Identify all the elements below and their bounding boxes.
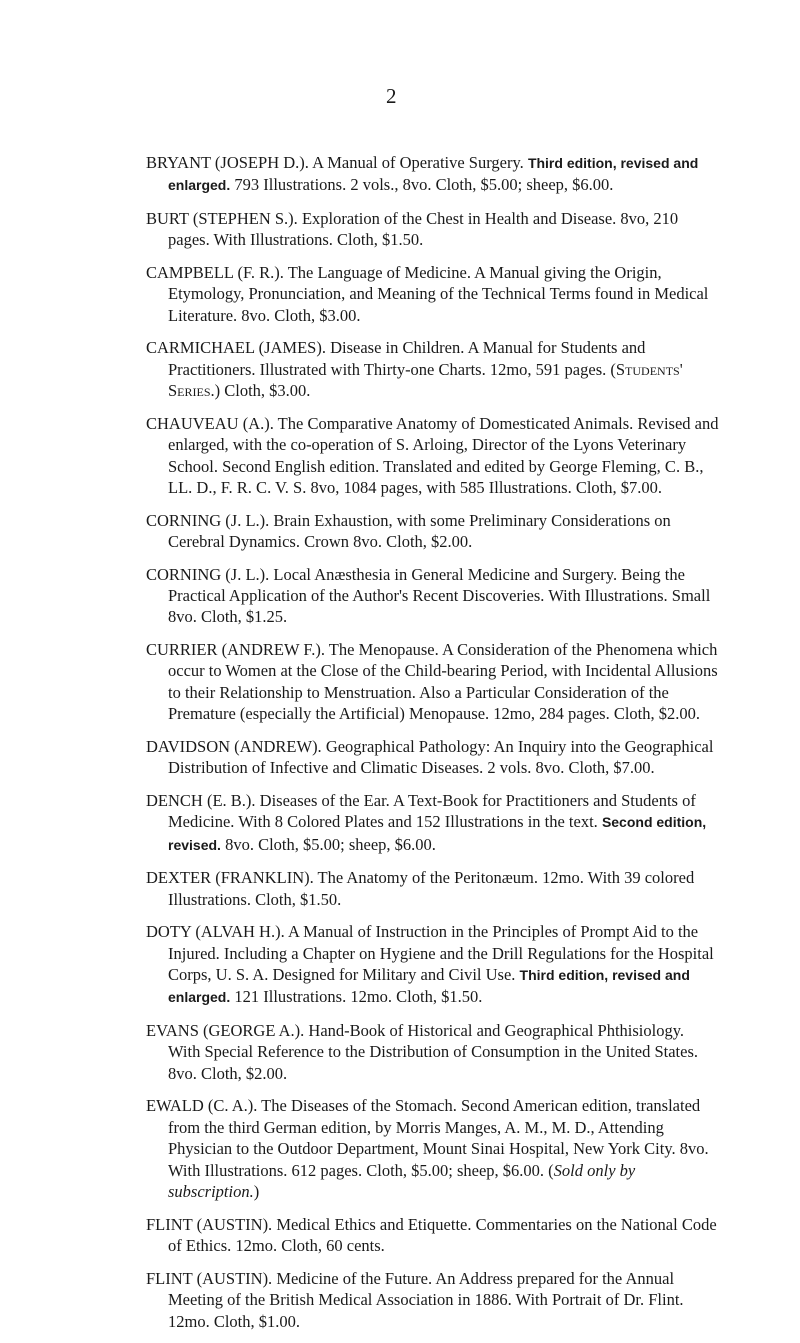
catalog-entry (146, 1268, 720, 1332)
catalog-entry (146, 639, 720, 725)
entry-author: CARMICHAEL (JAMES). (146, 338, 326, 358)
catalog-entry (146, 790, 720, 856)
entry-series: Students' Series (168, 359, 683, 401)
catalog-entry (146, 736, 720, 779)
entry-author: DENCH (E. B.). (146, 790, 256, 810)
entry-text: 793 Illustrations. 2 vols., 8vo. Cloth, $5.00; sheep, $6.00. (230, 175, 614, 195)
entry-author: EVANS (GEORGE A.). (146, 1021, 305, 1041)
page-number: 2 (386, 84, 397, 108)
entry-text: The Diseases of the Stomach. Second American edition, translated from the third German edition, by Morris Manges, A. M., M. D., Attending Physician to the Outdoor Department, Mount Sinai Hospital, New York City. 8vo. With Illustrations. 612 pages. Cloth, $5.00; sheep, $6.00. ( (168, 1096, 709, 1180)
entry-text: The Menopause. A Consideration of the Phenomena which occur to Women at the Close of the Child-bearing Period, with Incidental Allusions to their Relationship to Menstruation. Also a Particular Consideration of the Premature (especially the Artificial) Menopause. 12mo, 284 pages. Cloth, $2.00. (168, 640, 718, 724)
entry-author: CAMPBELL (F. R.). (146, 263, 284, 282)
entry-author: CORNING (J. L.). (146, 564, 270, 584)
entry-text: Medicine of the Future. An Address prepared for the Annual Meeting of the British Medical Association in 1886. With Portrait of Dr. Flint. 12mo. Cloth, $1.00. (168, 1268, 684, 1331)
entry-author: EWALD (C. A.). (146, 1096, 258, 1116)
catalog-entry (146, 152, 720, 197)
entry-text: Exploration of the Chest in Health and Disease. 8vo, 210 pages. With Illustrations. Cloth, $1.50. (168, 209, 679, 250)
catalog-entry (146, 1020, 720, 1084)
entry-text: The Anatomy of the Peritonæum. 12mo. With 39 colored Illustrations. Cloth, $1.50. (168, 868, 695, 909)
entry-author: BRYANT (JOSEPH D.). (146, 153, 309, 172)
entry-sale-note: Sold only by subscription. (168, 1160, 636, 1202)
entry-text: Medical Ethics and Etiquette. Commentaries on the National Code of Ethics. 12mo. Cloth, 60 cents. (168, 1214, 717, 1256)
entry-text: .) Cloth, $3.00. (210, 381, 311, 401)
entry-author: FLINT (AUSTIN). (146, 1214, 273, 1234)
entry-text: Geographical Pathology: An Inquiry into the Geographical Distribution of Infective and Climatic Diseases. 2 vols. 8vo. Cloth, $7.00. (168, 736, 714, 778)
entry-text: Brain Exhaustion, with some Preliminary Considerations on Cerebral Dynamics. Crown 8vo. Cloth, $2.00. (168, 510, 671, 552)
entry-author: DOTY (ALVAH H.). (146, 922, 285, 942)
catalog-entry (146, 564, 720, 628)
entry-text: Diseases of the Ear. A Text-Book for Practitioners and Students of Medicine. With 8 Colored Plates and 152 Illustrations in the text. (168, 790, 696, 832)
entry-edition-note: Second edition, revised. (168, 814, 707, 853)
entry-text: A Manual of Instruction in the Principles of Prompt Aid to the Injured. Including a Chapter on Hygiene and the Drill Regulations for the Hospital Corps, U. S. A. Designed for Military and Civil Use. (168, 922, 714, 985)
catalog-entry (146, 337, 720, 401)
entry-author: BURT (STEPHEN S.). (146, 209, 298, 228)
catalog-entry (146, 867, 720, 910)
entry-author: DEXTER (FRANKLIN). (146, 868, 314, 888)
entry-text: 121 Illustrations. 12mo. Cloth, $1.50. (230, 987, 483, 1007)
entry-author: CHAUVEAU (A.). (146, 413, 274, 433)
entry-text: A Manual of Operative Surgery. (308, 153, 528, 172)
catalog-entry (146, 262, 720, 326)
catalog-entry (146, 510, 720, 553)
entry-author: CORNING (J. L.). (146, 510, 270, 530)
catalog-entry (146, 208, 720, 251)
entry-author: CURRIER (ANDREW F.). (146, 640, 325, 660)
entry-text: Local Anæsthesia in General Medicine and Surgery. Being the Practical Application of the Author's Recent Discoveries. With Illustrations. Small 8vo. Cloth, $1.25. (168, 564, 711, 627)
entry-text: Hand-Book of Historical and Geographical Phthisiology. With Special Reference to the Distribution of Consumption in the United States. 8vo. Cloth, $2.00. (168, 1021, 698, 1083)
catalog-entry (146, 1095, 720, 1202)
entry-edition-note: Third edition, revised and enlarged. (168, 155, 699, 194)
catalog-entry (146, 413, 720, 499)
entry-text: ) (253, 1182, 260, 1202)
entry-text: Disease in Children. A Manual for Students and Practitioners. Illustrated with Thirty-one Charts. 12mo, 591 pages. ( (168, 338, 646, 379)
catalog-entry (146, 1214, 720, 1257)
entry-text: The Language of Medicine. A Manual giving the Origin, Etymology, Pronunciation, and Meaning of the Technical Terms found in Medical Literature. 8vo. Cloth, $3.00. (168, 263, 709, 325)
entry-author: FLINT (AUSTIN). (146, 1268, 273, 1288)
catalog-entries (146, 152, 720, 1343)
entry-text: 8vo. Cloth, $5.00; sheep, $6.00. (220, 834, 436, 854)
entry-text: The Comparative Anatomy of Domesticated Animals. Revised and enlarged, with the co-operation of S. Arloing, Director of the Lyons Veterinary School. Second English edition. Translated and edited by George Fleming, C. B., LL. D., F. R. C. V. S. 8vo, 1084 pages, with 585 Illustrations. Cloth, $7.00. (168, 413, 719, 498)
entry-edition-note: Third edition, revised and enlarged. (168, 967, 690, 1006)
entry-author: DAVIDSON (ANDREW). (146, 736, 322, 756)
catalog-entry (146, 921, 720, 1009)
